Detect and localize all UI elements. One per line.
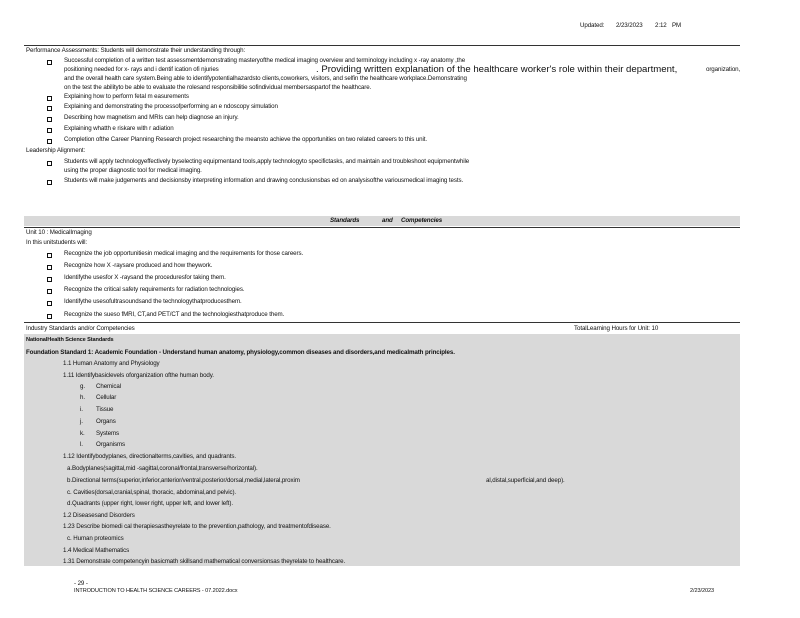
section-1-23: 1.23 Describe biomedi cal therapiesastheyrelate to the prevention,pathology, and treatmentofdisease. — [63, 523, 331, 530]
unit-item-1: Recognize the job opportunitiesin medical imaging and the requirements for those careers. — [64, 250, 304, 257]
level-marker: k. — [80, 430, 85, 437]
performance-heading: Performance Assessments: Students will demonstrate their understanding through: — [26, 47, 246, 54]
level-marker: i. — [80, 406, 83, 413]
bullet-icon — [47, 277, 52, 282]
lead-item-1-line-2: using the proper diagnostic tool for medical imaging. — [64, 167, 202, 174]
level-marker: l. — [80, 441, 83, 448]
perf-item-1-line-3: and the overall health care system.Being able to identifypotentialhazardsto clients,coworkers, visitors, and selfin the healthcare workplace.Demonstrating — [64, 75, 467, 82]
section-1-11: 1.11 Identifybasiclevels oforganization ofthe human body. — [63, 372, 214, 379]
bullet-icon — [47, 60, 52, 65]
divider-top — [24, 45, 740, 46]
level-tissue: Tissue — [96, 406, 114, 413]
human-proteomics: c. Human proteomics — [67, 535, 124, 542]
footer-doc-name: INTRODUCTION TO HEALTH SCIENCE CAREERS - 07.2022.docx — [74, 588, 238, 594]
lead-item-1-line-1: Students will apply technologyeffectively byselecting equipmentand tools,apply technologyto specifictasks, and maintain and troubleshoot equipmentwhile — [64, 158, 470, 165]
footer-date: 2/23/2023 — [690, 588, 714, 594]
updated-date: 2/23/2023 — [616, 22, 643, 29]
section-1-31: 1.31 Demonstrate competencyin basicmath skillsand mathematical conversionsas theyrelate to healthcare. — [63, 558, 346, 565]
level-marker: j. — [80, 418, 83, 425]
perf-item-1-inline-text: . Providing written explanation of the healthcare worker's role within their department, — [316, 64, 678, 75]
unit-item-6: Recognize the sueso fMRI, CT,and PET/CT and the technologiesthatproduce them. — [64, 311, 285, 318]
level-marker: g. — [80, 383, 85, 390]
lead-item-2: Students will make judgements and decisionsby interpreting information and drawing conclusionsbas ed on analysisofthe variousmedical imaging tests. — [64, 177, 464, 184]
bullet-icon — [47, 161, 52, 166]
section-1-1: 1.1 Human Anatomy and Physiology — [63, 360, 160, 367]
level-systems: Systems — [96, 430, 120, 437]
unit-title: Unit 10 : MedicalImaging — [26, 229, 92, 236]
section-1-4: 1.4 Medical Mathematics — [63, 547, 130, 554]
leadership-heading: Leadership Alignment: — [26, 147, 86, 154]
perf-item-1-line-1: Successful completion of a written test assessmentdemonstrating masteryofthe medical imaging overview and terminology including x -ray anatomy ,the — [64, 57, 466, 64]
nhss-title: NationalHealth Science Standards — [26, 337, 114, 343]
updated-time: 2:12 — [655, 22, 667, 29]
unit-item-2: Recognize how X -raysare produced and how theywork. — [64, 262, 213, 269]
perf-item-5: Explaining whatth e riskare with r adiation — [64, 125, 174, 132]
bullet-icon — [47, 314, 52, 319]
divider-unit — [24, 227, 740, 228]
perf-item-1-line-2-tail: organization, — [706, 66, 741, 73]
directional-terms-tail: al,distal,superficial,and deep). — [486, 477, 565, 484]
cavities: c. Cavities(dorsal,cranial,spinal, thoracic, abdominal,and pelvic). — [67, 489, 237, 496]
unit-item-5: Identifythe usesofultrasoundsand the technologythatproducesthem. — [64, 298, 242, 305]
bullet-icon — [47, 180, 52, 185]
level-organisms: Organisms — [96, 441, 126, 448]
and-label: and — [382, 217, 393, 224]
foundation-standard: Foundation Standard 1: Academic Foundation - Understand human anatomy, physiology,common diseases and disorders,and medicalmath principles. — [26, 349, 455, 356]
perf-item-1-line-4: on the test the abilityto be able to evaluate the rolesand responsibilitie sofindividual membersaspartof the healthcare. — [64, 84, 372, 91]
level-marker: h. — [80, 394, 85, 401]
bullet-icon — [47, 301, 52, 306]
updated-label: Updated: — [580, 22, 605, 29]
quadrants: d.Quadrants (upper right, lower right, upper left, and lower left). — [67, 500, 233, 507]
perf-item-3: Explaining and demonstrating the processofperforming an e ndoscopy simulation — [64, 103, 278, 110]
bullet-icon — [47, 289, 52, 294]
level-chemical: Chemical — [96, 383, 121, 390]
standards-label: Standards — [330, 217, 360, 224]
bullet-icon — [47, 128, 52, 133]
total-learning-hours: TotalLearning Hours for Unit: 10 — [574, 325, 659, 332]
competencies-label: Competencies — [401, 217, 443, 224]
unit-item-4: Recognize the critical safety requirements for radiation technologies. — [64, 286, 245, 293]
section-1-2: 1.2 Diseasesand Disorders — [63, 512, 135, 519]
level-organs: Organs — [96, 418, 116, 425]
perf-item-6: Completion ofthe Career Planning Research project researching the meansto achieve the opportunities on two related careers to this unit. — [64, 136, 428, 143]
perf-item-1-line-2: positioning needed for x- rays and i dentif ication ofi njuries — [64, 66, 219, 73]
bullet-icon — [47, 265, 52, 270]
divider-industry — [24, 322, 740, 323]
body-planes: a.Bodyplanes(sagittal,mid -sagittal,coronal/frontal,transverse/horizontal). — [67, 465, 258, 472]
bullet-icon — [47, 106, 52, 111]
bullet-icon — [47, 139, 52, 144]
unit-intro: In this unitstudents will: — [26, 239, 88, 246]
level-cellular: Cellular — [96, 394, 117, 401]
bullet-icon — [47, 253, 52, 258]
page-number: - 29 - — [74, 580, 88, 587]
section-1-12: 1.12 Identifybodyplanes, directionalterms,cavities, and quadrants. — [63, 453, 236, 460]
bullet-icon — [47, 117, 52, 122]
nhss-band — [24, 334, 740, 566]
perf-item-4: Describing how magnetism and MRIs can help diagnose an injury. — [64, 114, 239, 121]
updated-ampm: PM — [672, 22, 682, 29]
perf-item-2: Explaining how to perform fetal m easurements — [64, 93, 189, 100]
bullet-icon — [47, 96, 52, 101]
industry-standards-label: Industry Standards and/or Competencies — [26, 325, 135, 332]
directional-terms: b.Directional terms(superior,inferior,anterior/ventral,posterior/dorsal,medial,lateral,proxim — [67, 477, 300, 484]
unit-item-3: Identifythe usesfor X -raysand the proceduresfor taking them. — [64, 274, 226, 281]
